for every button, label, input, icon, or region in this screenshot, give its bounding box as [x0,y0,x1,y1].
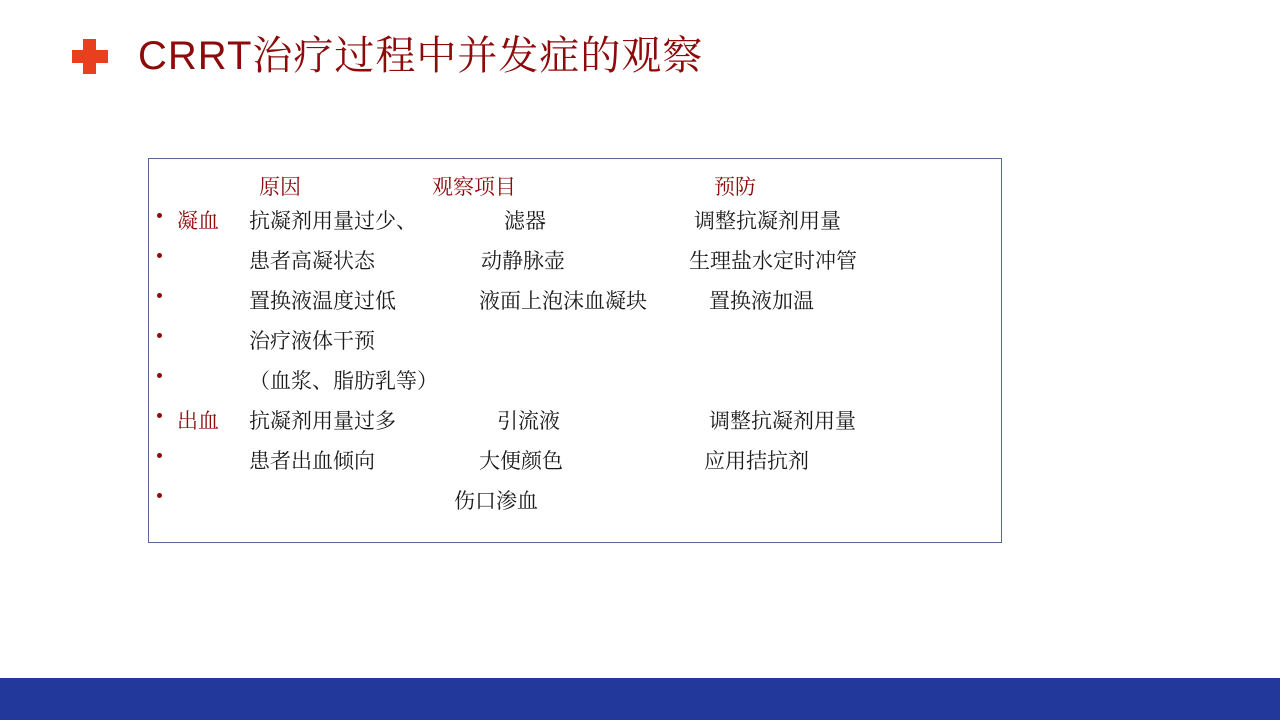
row-cause: 抗凝剂用量过少、 [249,210,417,233]
complications-table [148,158,1002,543]
header-observation: 观察项目 [432,176,516,199]
row-cause: 治疗液体干预 [249,330,375,353]
row-observation: 液面上泡沫血凝块 [479,290,647,313]
bullet-icon [157,293,162,298]
table-row [149,197,1001,237]
header-cause: 原因 [259,176,301,199]
row-category: 凝血 [177,210,219,233]
table-header-row [149,159,1001,197]
table-row [149,237,1001,277]
slide-title-row [70,36,703,76]
row-category: 出血 [177,410,219,433]
row-cause: 置换液温度过低 [249,290,396,313]
table-row [149,397,1001,437]
header-prevention: 预防 [714,176,756,199]
footer-bar [0,678,1280,720]
bullet-icon [157,373,162,378]
row-prevention: 生理盐水定时冲管 [689,250,857,273]
table-row [149,317,1001,357]
table-row [149,437,1001,477]
page-title: CRRT治疗过程中并发症的观察 [138,34,704,78]
bullet-icon [157,493,162,498]
table-row [149,277,1001,317]
row-observation: 大便颜色 [479,450,563,473]
row-cause: 抗凝剂用量过多 [249,410,396,433]
bullet-icon [157,453,162,458]
row-prevention: 应用拮抗剂 [704,450,809,473]
row-observation: 滤器 [504,210,546,233]
row-observation: 伤口渗血 [454,490,538,513]
bullet-icon [157,333,162,338]
row-cause: （血浆、脂肪乳等） [249,370,438,393]
row-cause: 患者出血倾向 [249,450,375,473]
bullet-icon [157,213,162,218]
bullet-icon [157,413,162,418]
table-row [149,477,1001,517]
row-prevention: 调整抗凝剂用量 [694,210,841,233]
row-prevention: 置换液加温 [709,290,814,313]
row-observation: 引流液 [497,410,560,433]
row-prevention: 调整抗凝剂用量 [709,410,856,433]
row-cause: 患者高凝状态 [249,250,375,273]
table-row [149,357,1001,397]
cross-vertical-bar [83,39,96,74]
bullet-icon [157,253,162,258]
row-observation: 动静脉壶 [481,250,565,273]
red-cross-icon [70,36,110,76]
